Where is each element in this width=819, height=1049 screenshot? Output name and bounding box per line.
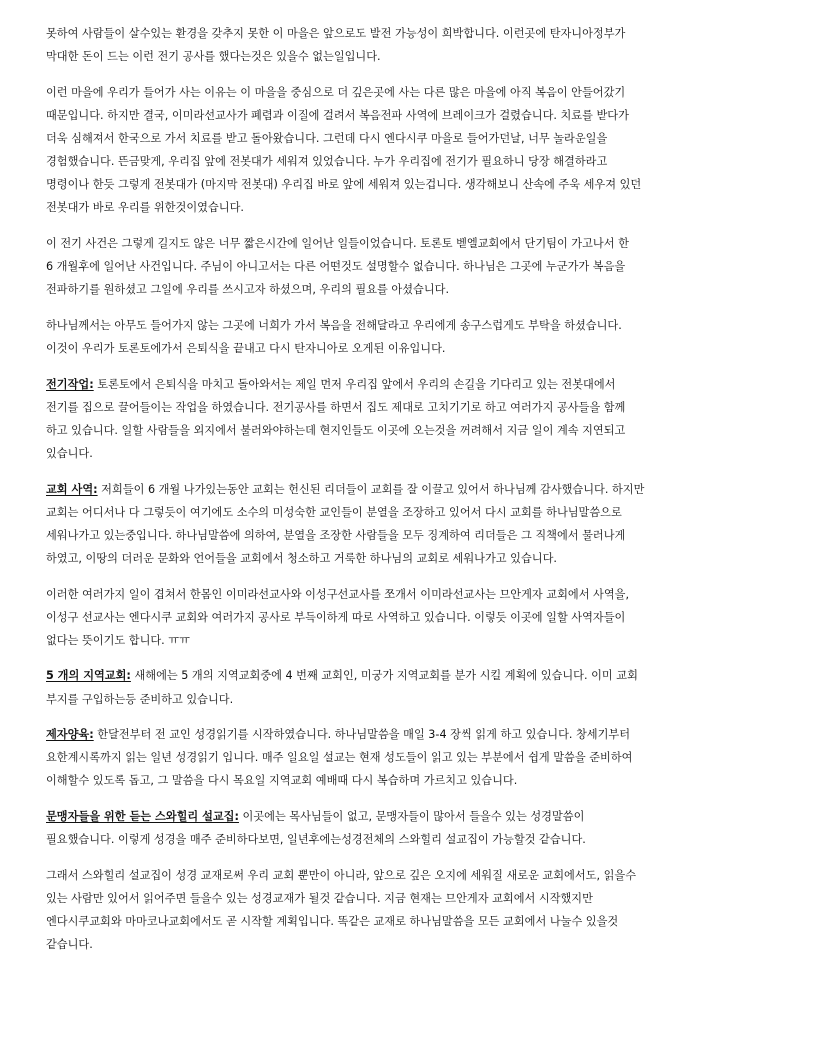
paragraph-return-reason bbox=[46, 314, 772, 360]
text-line: 못하여 사람들이 살수있는 환경을 갖추지 못한 이 마을은 앞으로도 발전 가능성이 희박합니다. 이런곳에 탄자니아정부가 bbox=[46, 27, 626, 40]
text-line: 교회는 어디서나 다 그렇듯이 여기에도 소수의 미성숙한 교인들이 분열을 조장하고 있어서 다시 교회를 하나님말씀으로 bbox=[46, 505, 622, 519]
text-line: 부지를 구입하는등 준비하고 있습니다. bbox=[46, 692, 234, 706]
paragraph-split-ministry bbox=[46, 583, 772, 652]
text-line bbox=[46, 373, 772, 396]
text-line: 이성구 선교사는 엔다시쿠 교회와 여러가지 공사로 부득이하게 따로 사역하고 있습니다. 이렇듯 이곳에 일할 사역자들이 bbox=[46, 610, 626, 624]
text-line: 전기를 집으로 끌어들이는 작업을 하였습니다. 전기공사를 하면서 집도 제대로 고치기기로 하고 여러가지 공사들을 함께 bbox=[46, 400, 626, 414]
section-electric-work bbox=[46, 373, 772, 465]
text-line bbox=[46, 805, 772, 828]
paragraph-mission-reason bbox=[46, 81, 772, 220]
text-line: 없다는 뜻이기도 합니다. ㅠㅠ bbox=[46, 633, 190, 647]
paragraph-sermon-plan bbox=[46, 864, 772, 956]
text-line: 더욱 심해져서 한국으로 가서 치료를 받고 돌아왔습니다. 그런데 다시 엔다시쿠 마을로 들어가던날, 너무 놀라운일을 bbox=[46, 131, 608, 145]
paragraph-electricity-event bbox=[46, 232, 772, 301]
text-line: 경험했습니다. 뜬금맞게, 우리집 앞에 전봇대가 세워져 있었습니다. 누가 우리집에 전기가 필요하니 당장 해결하라고 bbox=[46, 155, 608, 169]
text-line: 이러한 여러가지 일이 겹쳐서 한몸인 이미라선교사와 이성구선교사를 쪼개서 이미라선교사는 므안게자 교회에서 사역을, bbox=[46, 587, 630, 601]
section-church-ministry bbox=[46, 478, 772, 570]
section-regional-churches bbox=[46, 664, 772, 710]
section-heading: 교회 사역: bbox=[46, 482, 98, 496]
section-discipleship bbox=[46, 723, 772, 792]
section-heading: 5 개의 지역교회: bbox=[46, 669, 131, 683]
text-line: 이것이 우리가 토론토에가서 은퇴식을 끝내고 다시 탄자니아로 오게된 이유입니다. bbox=[46, 341, 446, 355]
section-swahili-sermons bbox=[46, 805, 772, 851]
text-line: 하였고, 이땅의 더러운 문화와 언어들을 교회에서 청소하고 거룩한 하나님의 교회로 세워나가고 있습니다. bbox=[46, 551, 557, 565]
text-line: 이 전기 사건은 그렇게 길지도 않은 너무 짧은시간에 일어난 일들이었습니다. 토론토 벧엘교회에서 단기팀이 가고나서 한 bbox=[46, 236, 629, 250]
section-text: 이곳에는 목사님들이 없고, 문맹자들이 많아서 들을수 있는 성경말씀이 bbox=[238, 810, 585, 824]
text-line: 세워나가고 있는중입니다. 하나님말씀에 의하여, 분열을 조장한 사람들을 모두 징계하여 리더들은 그 직책에서 물러나게 bbox=[46, 528, 626, 542]
section-heading: 전기작업: bbox=[46, 377, 94, 391]
text-line: 하나님께서는 아무도 들어가지 않는 그곳에 너희가 가서 복음을 전해달라고 우리에게 송구스럽게도 부탁을 하셨습니다. bbox=[46, 318, 622, 332]
text-line: 필요했습니다. 이렇게 성경을 매주 준비하다보면, 일년후에는성경전체의 스와힐리 설교집이 가능할것 같습니다. bbox=[46, 833, 586, 847]
text-line: 때문입니다. 하지만 결국, 이미라선교사가 폐렴과 이질에 걸려서 복음전파 사역에 브레이크가 걸렸습니다. 치료를 받다가 bbox=[46, 108, 629, 122]
text-line: 하고 있습니다. 일할 사람들을 외지에서 불러와야하는데 현지인들도 이곳에 오는것을 꺼려해서 지금 일이 계속 지연되고 bbox=[46, 423, 626, 437]
text-line: 그래서 스와힐리 설교집이 성경 교재로써 우리 교회 뿐만이 아니라, 앞으로 깊은 오지에 세워질 새로운 교회에서도, 읽을수 bbox=[46, 868, 637, 882]
text-line bbox=[46, 478, 772, 501]
document-page bbox=[46, 22, 772, 969]
section-text: 저희들이 6 개월 나가있는동안 교회는 헌신된 리더들이 교회를 잘 이끌고 있어서 하나님께 감사했습니다. 하지만 bbox=[97, 482, 645, 496]
text-line: 전봇대가 바로 우리를 위한것이였습니다. bbox=[46, 201, 244, 215]
text-line: 있습니다. bbox=[46, 446, 93, 460]
text-line: 요한계시록까지 읽는 일년 성경읽기 입니다. 매주 일요일 설교는 현재 성도들이 읽고 있는 부분에서 쉽게 말씀을 준비하여 bbox=[46, 751, 633, 765]
text-line bbox=[46, 664, 772, 687]
text-line: 6 개월후에 일어난 사건입니다. 주님이 아니고서는 다른 어떤것도 설명할수 없습니다. 하나님은 그곳에 누군가가 복음을 bbox=[46, 260, 626, 274]
section-heading: 제자양육: bbox=[46, 728, 94, 742]
section-text: 한달전부터 전 교인 성경읽기를 시작하였습니다. 하나님말씀을 매일 3-4 장씩 읽게 하고 있습니다. 창세기부터 bbox=[93, 728, 631, 742]
section-text: 토론토에서 은퇴식을 마치고 돌아와서는 제일 먼저 우리집 앞에서 우리의 손길을 기다리고 있는 전봇대에서 bbox=[93, 377, 616, 391]
section-heading: 문맹자들을 위한 듣는 스와힐리 설교집: bbox=[46, 810, 239, 824]
text-line: 명령이나 한듯 그렇게 전봇대가 (마지막 전봇대) 우리집 바로 앞에 세워져 있는겁니다. 생각해보니 산속에 주욱 세우져 있던 bbox=[46, 178, 642, 192]
text-line: 막대한 돈이 드는 이런 전기 공사를 했다는것은 있을수 없는일입니다. bbox=[46, 50, 381, 64]
text-line: 전파하기를 원하셨고 그일에 우리를 쓰시고자 하셨으며, 우리의 필요를 아셨습니다. bbox=[46, 283, 450, 297]
section-text: 새해에는 5 개의 지역교회중에 4 번째 교회인, 미궁가 지역교회를 분가 시킬 계획에 있습니다. 이미 교회 bbox=[130, 669, 638, 683]
text-line: 엔다시쿠교회와 마마코나교회에서도 곧 시작할 계획입니다. 똑같은 교재로 하나님말씀을 모든 교회에서 나눌수 있을것 bbox=[46, 915, 619, 929]
text-line bbox=[46, 723, 772, 746]
text-line: 같습니다. bbox=[46, 938, 93, 952]
text-line: 있는 사람만 있어서 읽어주면 들을수 있는 성경교재가 될것 같습니다. 지금 현재는 므안게자 교회에서 시작했지만 bbox=[46, 891, 593, 905]
text-line: 이해할수 있도록 돕고, 그 말씀을 다시 목요일 지역교회 예배때 다시 복습하며 가르치고 있습니다. bbox=[46, 774, 518, 788]
text-line: 이런 마을에 우리가 들어가 사는 이유는 이 마을을 중심으로 더 깊은곳에 사는 다른 많은 마을에 아직 복음이 안들어갔기 bbox=[46, 85, 626, 99]
paragraph-village-development bbox=[46, 22, 772, 68]
